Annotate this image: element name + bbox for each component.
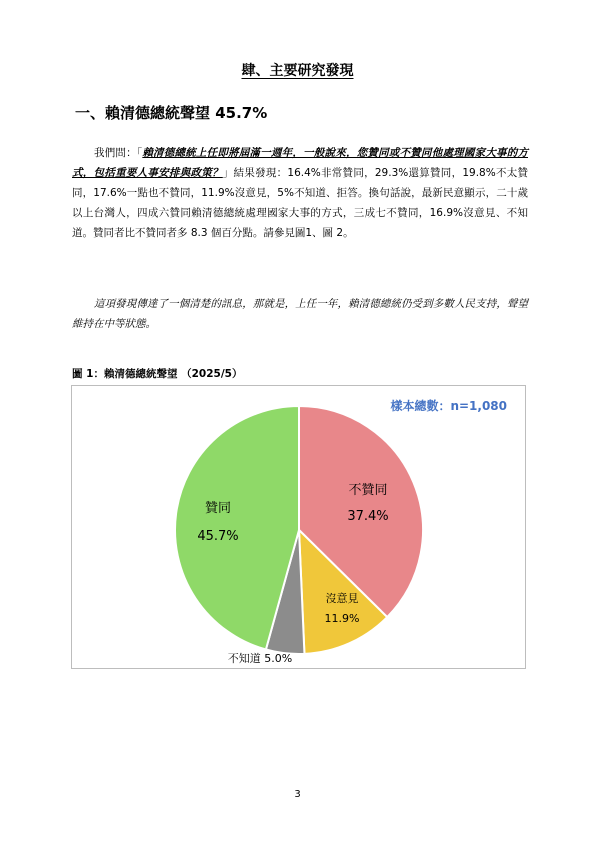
slice-value-0: 37.4%	[347, 509, 389, 524]
paragraph-survey-question	[72, 143, 528, 243]
slice-name-0: 不贊同	[348, 483, 388, 498]
sample-size-note: 樣本總數：n=1,080	[390, 399, 507, 413]
slice-value-1: 11.9%	[324, 612, 360, 625]
paragraph-results: 」結果發現：16.4%非常贊同，29.3%還算贊同，19.8%不太贊同，17.6%一點也不贊同，11.9%沒意見，5%不知道、拒答。換句話說，最新民意顯示，二十歲以上台灣人，四成六贊同賴清德總統處理國家大事的方式，三成七不贊同，16.9%沒意見、不知道。贊同者比不贊同者多 8.3 個百分點。請參見圖1、圖 2。	[72, 167, 529, 239]
slice-value-3: 45.7%	[197, 529, 239, 544]
paragraph-conclusion: 這項發現傳達了一個清楚的訊息，那就是，上任一年，賴清德總統仍受到多數人民支持，聲望維持在中等狀態。	[72, 298, 528, 330]
chapter-heading: 肆、主要研究發現	[241, 63, 354, 79]
slice-label-2: 不知道 5.0%	[227, 652, 293, 665]
slice-name-3: 贊同	[204, 501, 232, 516]
page-number: 3	[294, 789, 301, 800]
paragraph-lead: 我們問：「	[94, 147, 143, 159]
pie-chart-container	[71, 385, 526, 669]
survey-question-text: 賴清德總統上任即將屆滿一週年，一般說來，您贊同或不贊同他處理國家大事的方式，包括重要人事安排與政策？	[72, 147, 528, 179]
section-title: 一、賴清德總統聲望 45.7%	[75, 104, 268, 122]
figure-caption: 圖 1：賴清德總統聲望 （2025/5）	[72, 368, 243, 380]
pie-chart	[72, 386, 525, 668]
slice-name-1: 沒意見	[325, 592, 359, 605]
